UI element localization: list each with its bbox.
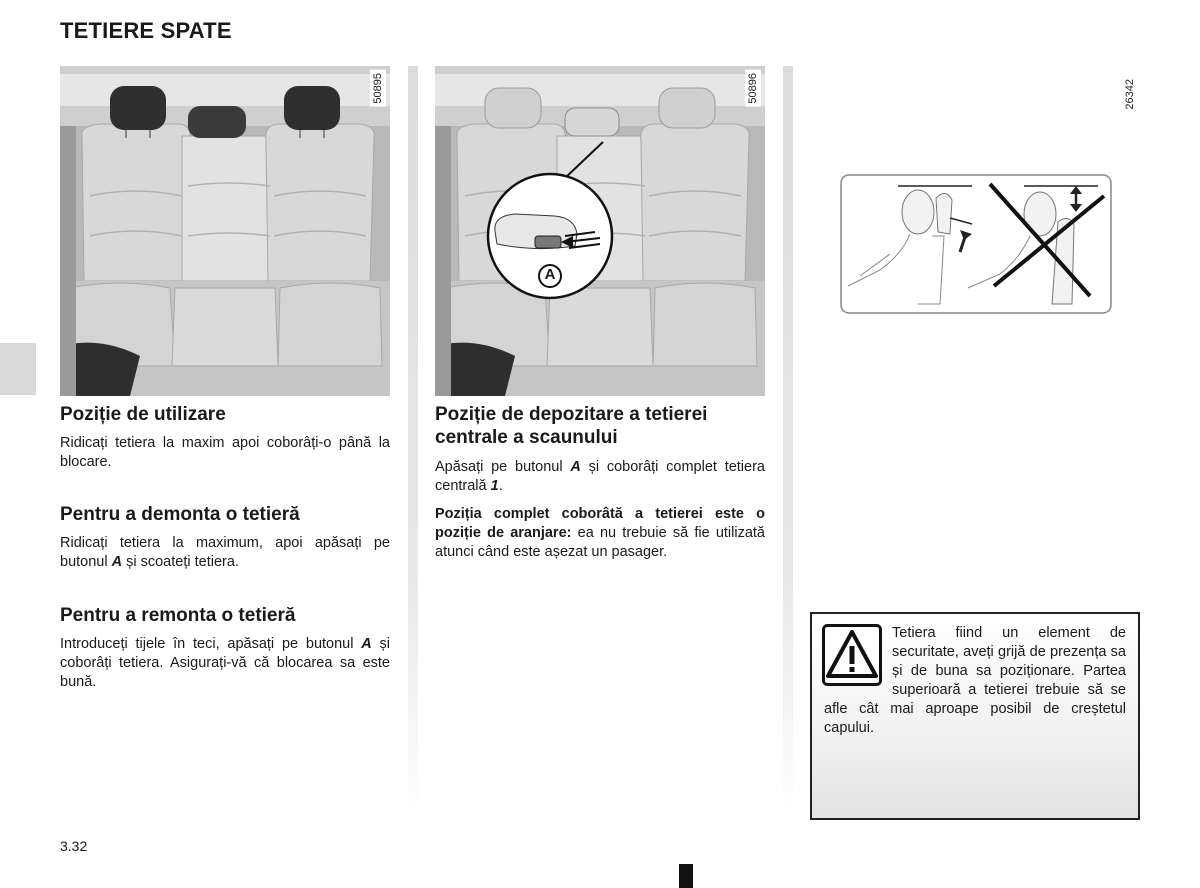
refit-text-end: și coborâți tetiera. Asigurați-vă că blocarea sa este bună. [60, 636, 391, 690]
storage-ref-a: A [570, 459, 581, 475]
safety-warning-box [810, 612, 1140, 820]
headrest-position-diagram [840, 174, 1112, 314]
section-heading-storage-position: Poziție de depozitare a tetierei centrale a scaunului [435, 404, 708, 448]
left-photo-code: 50895 [370, 70, 386, 107]
chapter-tab [0, 343, 36, 395]
section-body-refit-headrest [60, 635, 390, 692]
refit-ref-a: A [361, 636, 372, 652]
column-divider-right [783, 66, 793, 820]
safety-warning-text-block [824, 624, 1126, 738]
storage-caution-bold: Poziția complet coborâtă a tetierei este o poziție de aranjare: [435, 506, 765, 541]
storage-instruction [435, 458, 765, 496]
refit-text-start: Introduceți tijele în teci, apăsați pe butonul [60, 636, 362, 652]
rear-seats-illustration [60, 66, 390, 396]
middle-photo-code: 50896 [745, 70, 761, 107]
center-headrest-illustration [435, 66, 765, 396]
right-diagram-code: 26342 [1122, 76, 1138, 113]
headrest-diagram-illustration [840, 174, 1112, 314]
page-title: TETIERE SPATE [60, 18, 232, 43]
safety-warning-text: Tetiera fiind un element de securitate, aveți grijă de prezența sa și de buna sa poziționare. Partea superioară a tetierei trebuie să se afle cât mai aproape posibil de creștetul capului. [824, 625, 1126, 736]
remove-text-end: și scoateți tetiera. [122, 554, 239, 570]
storage-caution [435, 505, 765, 562]
remove-text-start: Ridicați tetiera la maximum, apoi apăsați pe butonul [60, 535, 390, 570]
section-heading-remove-headrest: Pentru a demonta o tetieră [60, 504, 300, 525]
section-body-usage-position: Ridicați tetiera la maxim apoi coborâți-o până la blocare. [60, 435, 390, 470]
storage-caution-rest: ea nu trebuie să fie utilizată atunci când este așezat un pasager. [435, 525, 766, 560]
page-number: 3.32 [60, 838, 88, 854]
rear-seats-photo-lowered [435, 66, 765, 396]
page-marker [679, 864, 693, 888]
section-heading-usage-position: Poziție de utilizare [60, 404, 226, 425]
callout-label-a: A [544, 266, 556, 283]
storage-text-1: Apăsați pe butonul [435, 459, 571, 475]
storage-text-2: și coborâți complet tetiera centrală [435, 459, 765, 494]
remove-ref-a: A [111, 554, 123, 570]
section-body-remove-headrest [60, 534, 390, 572]
section-heading-refit-headrest: Pentru a remonta o tetieră [60, 605, 296, 626]
column-divider-left [408, 66, 418, 820]
storage-text-3: . [498, 478, 503, 494]
storage-ref-1: 1 [490, 478, 499, 494]
rear-seats-photo-raised [60, 66, 390, 396]
